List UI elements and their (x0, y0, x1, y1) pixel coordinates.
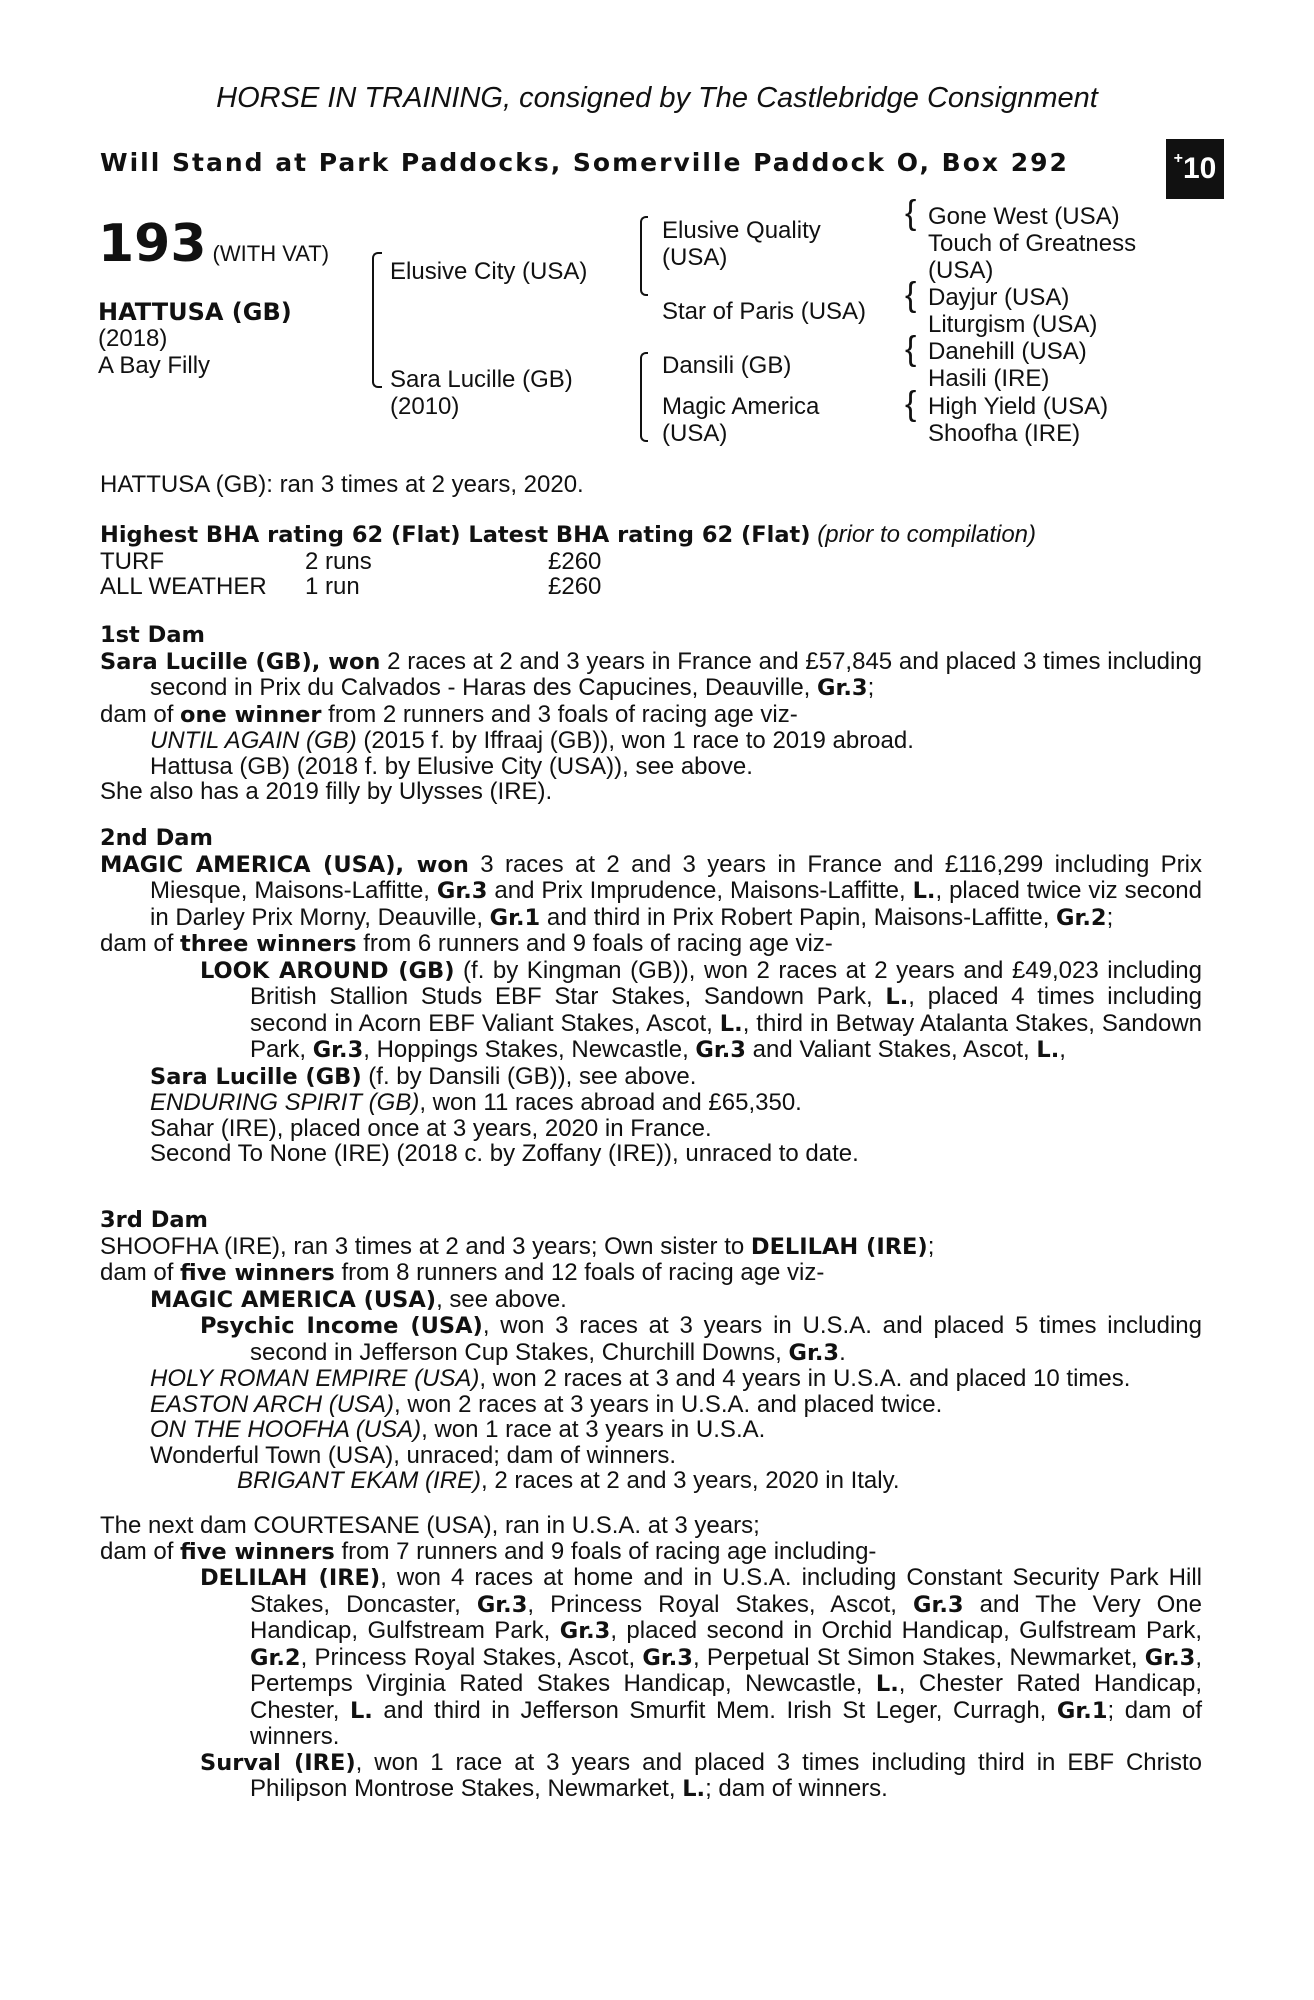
prize: £260 (548, 573, 602, 600)
punct: ; (867, 674, 875, 701)
text: ; (927, 1232, 935, 1260)
sire-sire: Elusive Quality (USA) (662, 217, 821, 271)
dam: Sara Lucille (GB) (390, 366, 573, 393)
dam-name: MAGIC AMERICA (USA) (100, 851, 396, 878)
pedigree-brace-dam (640, 352, 648, 442)
text: , 2 races at 2 and 3 years, 2020 in Italy. (481, 1467, 900, 1494)
section-heading: 2nd Dam (100, 825, 213, 851)
sire: Elusive City (USA) (390, 258, 588, 285)
pedigree-brace-main (372, 252, 382, 388)
dam-of-post: from 8 runners and 12 foals of racing age viz- (334, 1259, 825, 1286)
surface: TURF (100, 547, 164, 575)
section-heading: 3rd Dam (100, 1207, 208, 1233)
text: , won 3 races at 3 years in U.S.A. and placed 5 times including second in Jefferson Cup Stakes, Churchill Downs, (250, 1312, 1202, 1366)
text: and Prix Imprudence, Maisons-Laffitte, (487, 877, 913, 904)
progeny-name: ON THE HOOFHA (USA) (150, 1416, 422, 1443)
dam-of-pre: dam of (100, 1259, 181, 1286)
dam-of-post: from 6 runners and 9 foals of racing age viz- (356, 930, 833, 957)
sire-sire-sire: Gone West (USA) (928, 203, 1120, 230)
grade: L. (912, 878, 936, 904)
grade: Gr.3 (559, 1618, 611, 1644)
grade: Gr.3 (788, 1339, 840, 1366)
dam-dam-dam: Shoofha (IRE) (928, 420, 1081, 447)
text: (f. by Dansili (GB)), see above. (361, 1062, 697, 1090)
grand-progeny-name: BRIGANT EKAM (IRE) (237, 1467, 482, 1494)
dam-of-winners: one winner (180, 701, 322, 728)
text: SHOOFHA (IRE), ran 3 times at 2 and 3 years; Own sister to (100, 1232, 751, 1260)
text: , won 1 race at 3 years in U.S.A. (421, 1416, 766, 1443)
third-dam-section (100, 1208, 1202, 1494)
text: , won 4 races at home and in U.S.A. including Constant Security Park Hill Stakes, Doncaster, (250, 1564, 1202, 1618)
dam-of-winners: five winners (180, 1260, 335, 1286)
dam-record: 2 races at 2 and 3 years in France and £57,845 and placed 3 times including second in Prix du Calvados - Haras des Capucines, Deauville, (150, 647, 1202, 701)
dam-of-winners: three winners (180, 931, 357, 957)
grade: L. (719, 1010, 743, 1037)
dam-of-post: from 7 runners and 9 foals of racing age including- (334, 1537, 877, 1565)
text: , (1059, 1036, 1066, 1063)
dam-dam-sire: High Yield (USA) (928, 393, 1109, 420)
vat-note: (WITH VAT) (212, 241, 330, 266)
grade: Gr.1 (1056, 1697, 1108, 1724)
dam-of-pre: dam of (100, 700, 181, 728)
sire-sire-dam: Touch of Greatness (USA) (928, 230, 1137, 284)
grade: Gr.3 (817, 675, 868, 701)
dam-of-pre: dam of (100, 1537, 181, 1565)
race-summary: HATTUSA (GB): ran 3 times at 2 years, 2020. (100, 471, 584, 498)
text: ; dam of winners. (250, 1696, 1202, 1750)
progeny-line: Hattusa (GB) (2018 f. by Elusive City (USA)), see above. (150, 752, 753, 780)
brace-3d: { (905, 385, 917, 423)
page-title: HORSE IN TRAINING, consigned by The Castlebridge Consignment (216, 82, 1098, 114)
text: , Perpetual St Simon Stakes, Newmarket, (692, 1643, 1145, 1671)
text: , Chester Rated Handicap, Chester, (250, 1670, 1202, 1724)
progeny-name: EASTON ARCH (USA) (150, 1390, 395, 1418)
progeny-name: ENDURING SPIRIT (GB) (150, 1089, 420, 1116)
grade: Gr.2 (1056, 904, 1107, 931)
text: ; (1106, 903, 1114, 931)
rating-heading: Highest BHA rating 62 (Flat) Latest BHA rating 62 (Flat) (100, 522, 811, 548)
text: , Hoppings Stakes, Newcastle, (363, 1036, 696, 1063)
grade: Gr.3 (1144, 1644, 1196, 1671)
grade: Gr.1 (489, 904, 541, 931)
badge-plus: + (1173, 150, 1183, 167)
progeny-name: LOOK AROUND (GB) (200, 957, 455, 984)
lot-badge (1166, 139, 1224, 199)
dam-of-post: from 2 runners and 3 foals of racing age viz- (321, 700, 798, 728)
grade: Gr.3 (436, 878, 488, 904)
text: (f. by Kingman (GB)), won 2 races at 2 years and £49,023 including British Stallion Studs EBF Star Stakes, Sandown Park, (250, 956, 1202, 1010)
grade: L. (875, 1671, 899, 1697)
sire-dam: Star of Paris (USA) (662, 298, 867, 325)
lot-number: 193 (98, 214, 207, 274)
grade: L. (1036, 1037, 1060, 1063)
grade: Gr.2 (250, 1644, 301, 1671)
rating-row-aw (100, 574, 1202, 600)
rating-note: (prior to compilation) (817, 521, 1037, 548)
progeny-name: MAGIC AMERICA (USA) (150, 1286, 437, 1313)
text: , Pertemps Virginia Rated Stakes Handicap, Newcastle, (250, 1643, 1202, 1697)
dam-dam: Magic America (USA) (662, 393, 820, 447)
progeny-name: Surval (IRE) (200, 1749, 356, 1776)
progeny-name: UNTIL AGAIN (GB) (150, 727, 357, 754)
grade: Gr.3 (695, 1037, 746, 1063)
text: , won 1 race at 3 years and placed 3 times including third in EBF Christo Philipson Montrose Stakes, Newmarket, (250, 1748, 1202, 1802)
dam-name: Sara Lucille (GB) (100, 648, 312, 675)
runs: 1 run (305, 573, 360, 600)
won-label: won (416, 851, 469, 878)
text: , placed second in Orchid Handicap, Gulfstream Park, (610, 1617, 1202, 1644)
also-note: She also has a 2019 filly by Ulysses (IRE). (100, 778, 553, 805)
grade: Gr.3 (476, 1591, 528, 1618)
lot-number-block (98, 214, 329, 274)
runs: 2 runs (305, 547, 372, 575)
text: , Princess Royal Stakes, Ascot, (527, 1590, 913, 1618)
text: and Valiant Stakes, Ascot, (745, 1036, 1037, 1063)
text: , Princess Royal Stakes, Ascot, (300, 1643, 643, 1671)
sister-name: DELILAH (IRE) (750, 1233, 928, 1260)
sire-dam-sire: Dayjur (USA) (928, 284, 1070, 311)
text: and The Very One Handicap, Gulfstream Park, (250, 1590, 1202, 1644)
progeny-record: (2015 f. by Iffraaj (GB)), won 1 race to 2019 abroad. (356, 727, 914, 754)
next-dam-section (100, 1513, 1202, 1803)
text: . (839, 1338, 846, 1366)
brace-3a: { (905, 194, 917, 232)
text: ; dam of winners. (705, 1775, 888, 1802)
text: , won 11 races abroad and £65,350. (419, 1089, 802, 1116)
horse-description: A Bay Filly (98, 352, 211, 379)
first-dam-section: 1st Dam Sara Lucille (GB), won 2 races at 2 and 3 years in France and £57,845 and placed 3 times including second in Prix du Calvados - Haras des Capucines, Deauville, Gr.3; dam of one winner from 2 runners and 3 foals of racing age viz- UNTIL AGAIN (GB) (2015 f. by Iffraaj (GB)), won 1 race to 2019 abroad. Hattusa (GB) (2018 f. by Elusive City (USA)), see above. She also has a 2019 filly by Ulysses (IRE). (100, 622, 1202, 805)
horse-name: HATTUSA (GB) (98, 298, 292, 326)
surface: ALL WEATHER (100, 573, 267, 600)
dam-year: (2010) (390, 393, 460, 420)
progeny-name: Psychic Income (USA) (200, 1313, 483, 1339)
progeny-name: DELILAH (IRE) (200, 1565, 381, 1591)
grade: L. (349, 1697, 373, 1724)
rating-row-turf (100, 549, 1202, 575)
text: , won 2 races at 3 years in U.S.A. and placed twice. (394, 1390, 943, 1418)
grade: L. (682, 1776, 706, 1802)
grade: Gr.3 (912, 1591, 964, 1618)
pedigree-brace-sire (640, 216, 648, 296)
text: and third in Prix Robert Papin, Maisons-Laffitte, (540, 903, 1057, 931)
grade: Gr.3 (312, 1037, 364, 1063)
text: , won 2 races at 3 and 4 years in U.S.A. and placed 10 times. (479, 1365, 1131, 1392)
next-dam-line: The next dam COURTESANE (USA), ran in U.S.A. at 3 years; (100, 1512, 760, 1539)
progeny-name: Sara Lucille (GB) (150, 1063, 362, 1090)
text: 3 races at 2 and 3 years in France and £116,299 including Prix Miesque, Maisons-Laffitte, (150, 850, 1203, 904)
grade: L. (885, 984, 909, 1010)
progeny-line: Wonderful Town (USA), unraced; dam of winners. (150, 1441, 677, 1469)
text: , third in Betway Atalanta Stakes, Sandown Park, (250, 1009, 1202, 1063)
badge-number: 10 (1182, 152, 1217, 185)
brace-3b: { (905, 276, 917, 314)
brace-3c: { (905, 330, 917, 368)
text: and third in Jefferson Smurfit Mem. Irish St Leger, Curragh, (372, 1696, 1057, 1724)
text: , see above. (436, 1285, 567, 1313)
stand-location: Will Stand at Park Paddocks, Somerville Paddock O, Box 292 (100, 148, 1069, 177)
text: , placed 4 times including second in Acorn EBF Valiant Stakes, Ascot, (250, 983, 1203, 1037)
dam-sire-dam: Hasili (IRE) (928, 365, 1050, 392)
dam-of-winners: five winners (180, 1538, 335, 1565)
progeny-line: Sahar (IRE), placed once at 3 years, 2020 in France. (150, 1114, 712, 1142)
horse-year: (2018) (98, 325, 168, 352)
won-label: won (328, 648, 381, 675)
second-dam-section: 2nd Dam MAGIC AMERICA (USA), won 3 races at 2 and 3 years in France and £116,299 including Prix Miesque, Maisons-Laffitte, Gr.3 and Prix Imprudence, Maisons-Laffitte, L., placed twice viz second in Darley Prix Morny, Deauville, Gr.1 and third in Prix Robert Papin, Maisons-Laffitte, Gr.2; dam of three winners from 6 runners and 9 foals of racing age viz- LOOK AROUND (GB) (f. by Kingman (GB)), won 2 races at 2 years and £49,023 including British Stallion Studs EBF Star Stakes, Sandown Park, L., placed 4 times including second in Acorn EBF Valiant Stakes, Ascot, L., third in Betway Atalanta Stakes, Sandown Park, Gr.3, Hoppings Stakes, Newcastle, Gr.3 and Valiant Stakes, Ascot, L., Sara Lucille (GB) (f. by Dansili (GB)), see above. ENDURING SPIRIT (GB), won 11 races abroad and £65,350. Sahar (IRE), placed once at 3 years, 2020 in France. Second To None (IRE) (2018 c. by Zoffany (IRE)), unraced to date. (100, 825, 1203, 1167)
text: , placed twice viz second in Darley Prix Morny, Deauville, (150, 877, 1203, 931)
rating-section (100, 522, 1202, 600)
sire-dam-dam: Liturgism (USA) (928, 311, 1098, 338)
progeny-name: HOLY ROMAN EMPIRE (USA) (150, 1365, 480, 1392)
prize: £260 (548, 547, 602, 575)
section-heading: 1st Dam (100, 622, 205, 648)
dam-of-pre: dam of (100, 930, 181, 957)
grade: Gr.3 (642, 1644, 693, 1671)
dam-sire-sire: Danehill (USA) (928, 338, 1087, 365)
dam-sire: Dansili (GB) (662, 352, 792, 379)
progeny-line: Second To None (IRE) (2018 c. by Zoffany (IRE)), unraced to date. (150, 1140, 859, 1167)
